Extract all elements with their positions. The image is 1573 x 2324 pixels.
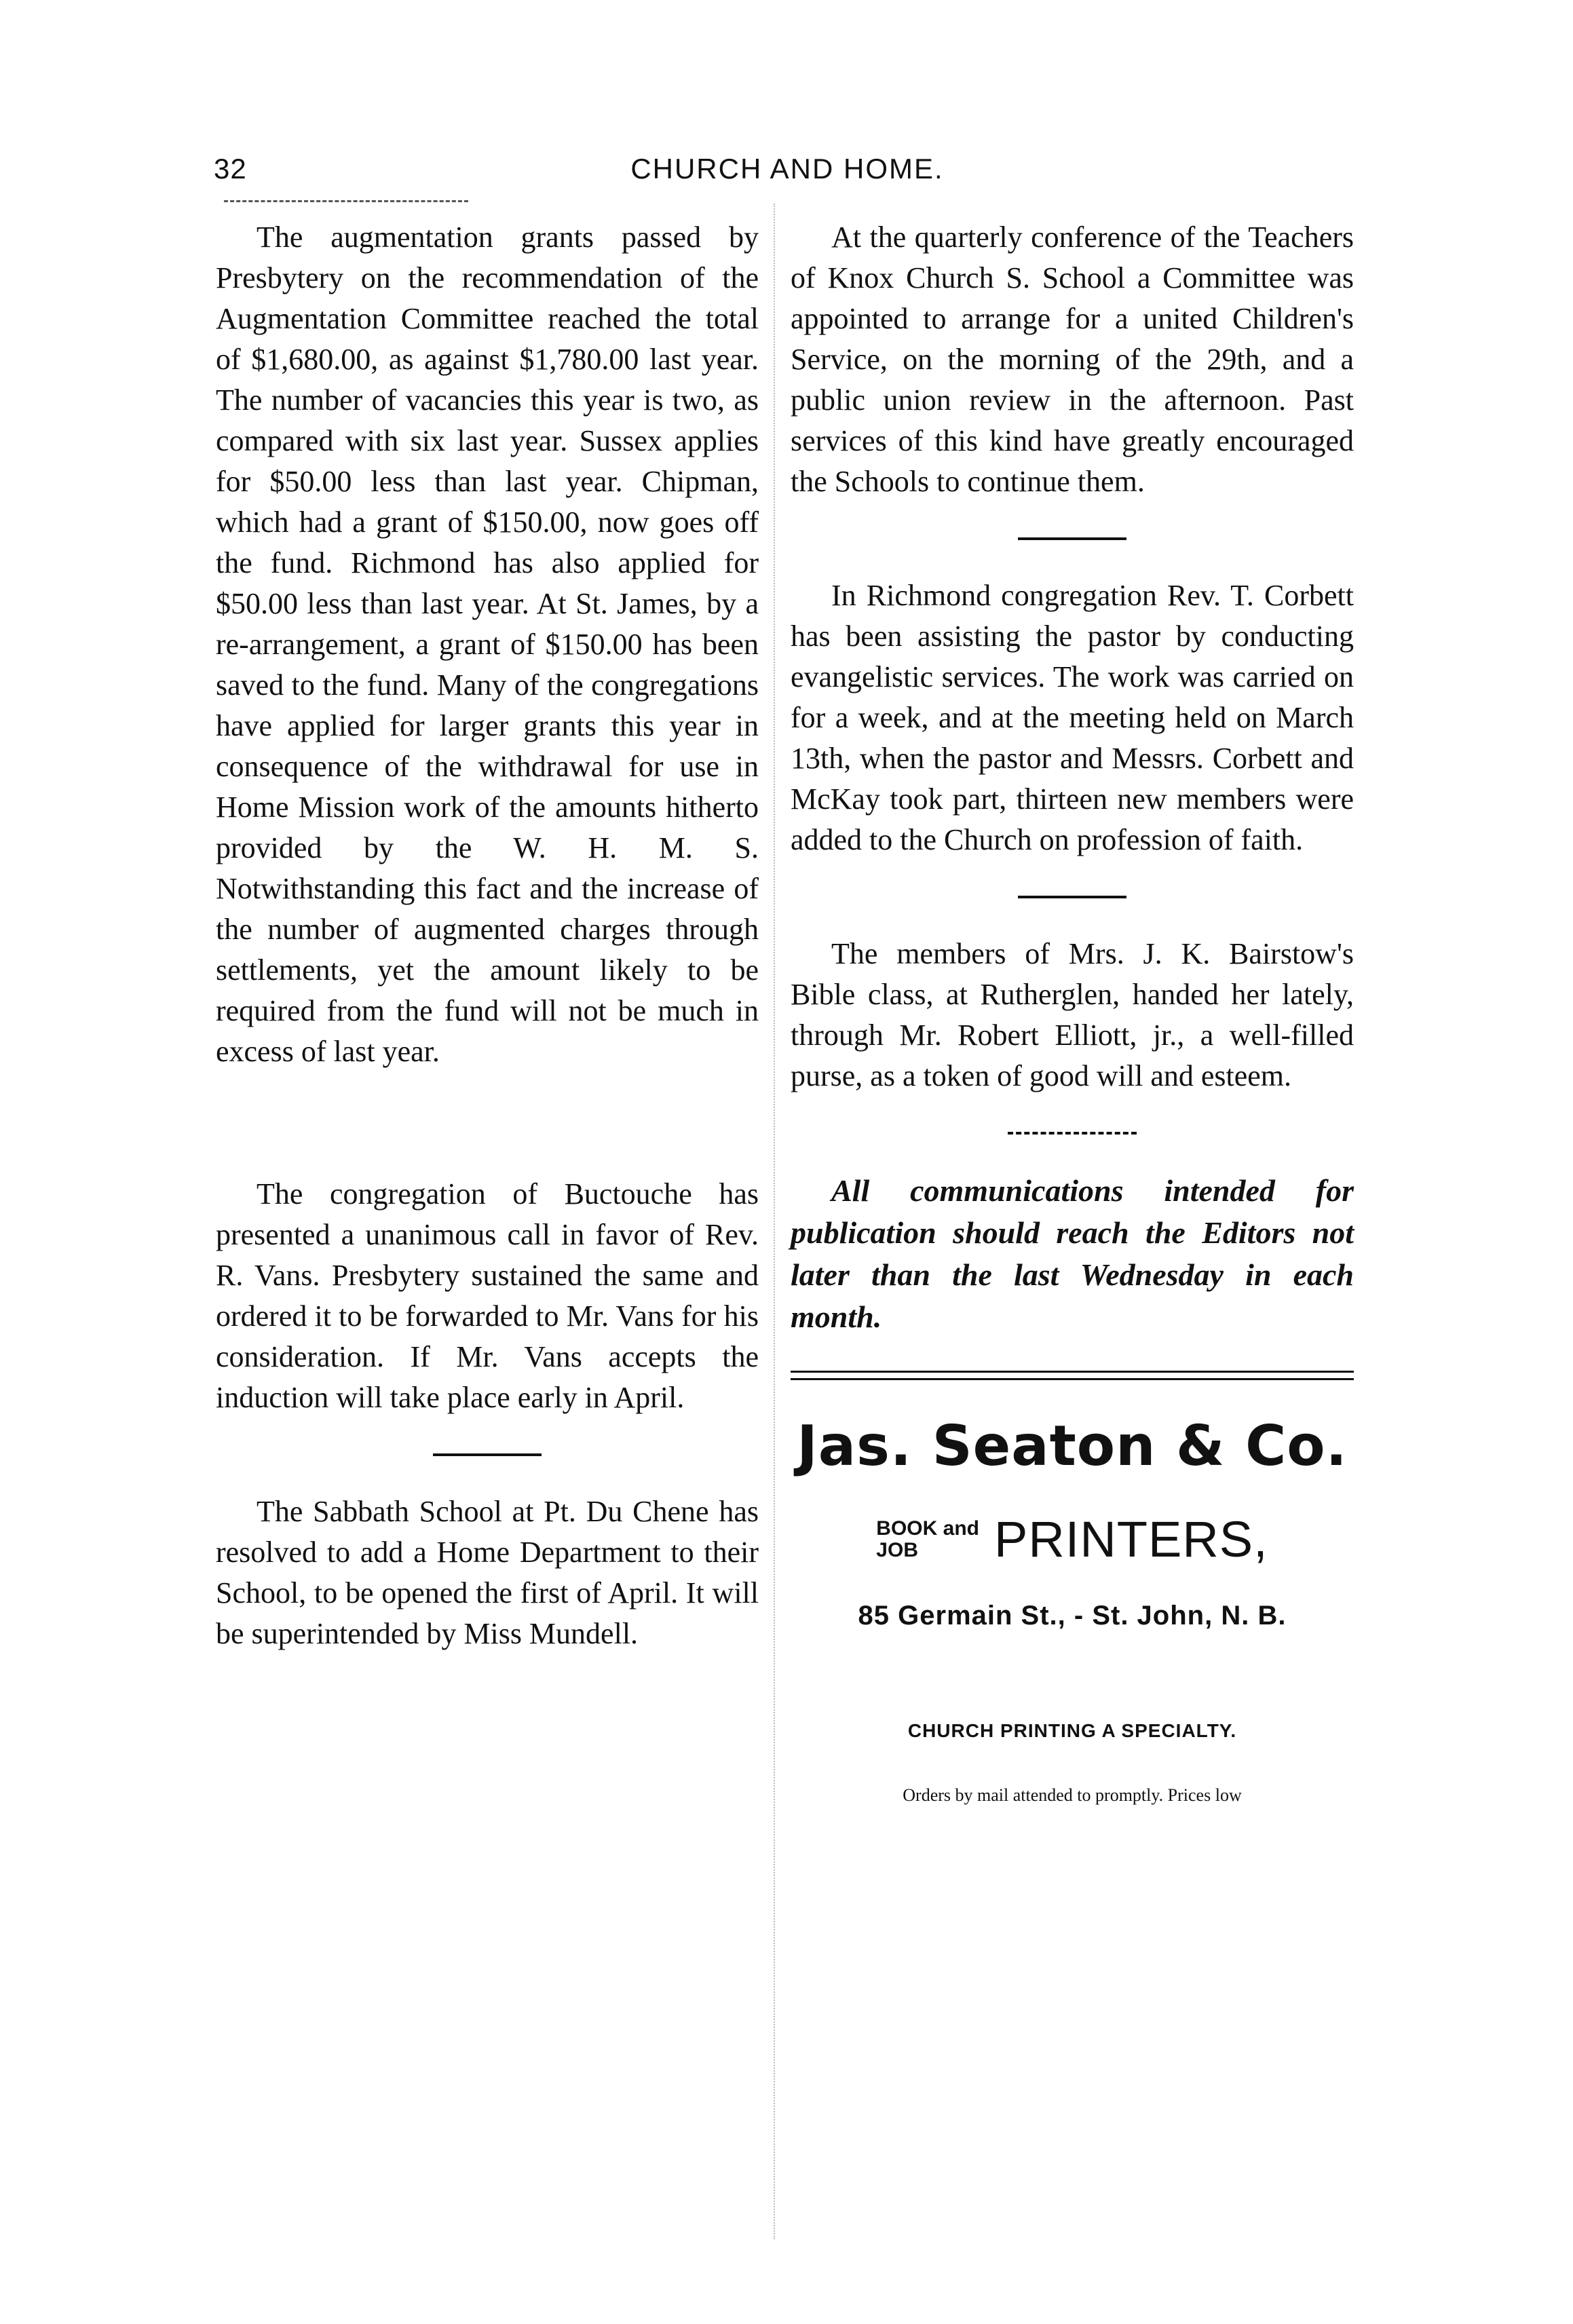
page-header (214, 153, 1361, 200)
advertiser-specialty: CHURCH PRINTING A SPECIALTY. (907, 1720, 1237, 1741)
separator-dashed (1008, 1132, 1137, 1135)
article-sabbath-school: The Sabbath School at Pt. Du Chene has resolved to add a Home Department to their School, to be opened the first of April. It will be superintended by Miss Mundell. (216, 1495, 759, 1650)
trade-line-job: JOB (876, 1539, 918, 1561)
page-number: 32 (214, 153, 247, 185)
separator-rule (433, 1453, 542, 1456)
left-column (216, 217, 759, 1654)
header-rule (224, 200, 468, 202)
column-divider (774, 204, 775, 2239)
article-bible-class: The members of Mrs. J. K. Bairstow's Bible class, at Rutherglen, handed her lately, through Mr. Robert Elliott, jr., a well-filled purse, as a token of good will and esteem. (791, 937, 1354, 1092)
article-teachers-conference: At the quarterly conference of the Teachers of Knox Church S. School a Committee was appointed to arrange for a united Children's Service, on the morning of the 29th, and a public union review in the afternoon. Past services of this kind have greatly encouraged the Schools to continue them. (791, 221, 1354, 498)
separator-rule (1018, 896, 1126, 898)
trade-small-caps (876, 1518, 979, 1561)
spacer (216, 1072, 759, 1174)
advertiser-address: 85 Germain St., - St. John, N. B. (858, 1601, 1287, 1631)
article-augmentation-grants: The augmentation grants passed by Presbytery on the recommendation of the Augmentation Committee reached the total of $1,680.00, as against $1,780.00 last year. The number of vacancies this year is two, as compared with six last year. Sussex applies for $50.00 less than last year. Chipman, which had a grant of $150.00, now goes off the fund. Richmond has also applied for $50.00 less than last year. At St. James, by a re-arrangement, a grant of $150.00 has been saved to the fund. Many of the congregations have applied for larger grants this year in consequence of the withdrawal for use in Home Mission work of the amounts hitherto provided by the W. H. M. S. Notwithstanding this fact and the increase of the number of augmented charges through settlements, yet the amount likely to be required from the fund will not be much in excess of last year. (216, 221, 759, 1068)
right-column (791, 217, 1354, 1816)
trade-line-book: BOOK and (876, 1517, 979, 1540)
trade-printers: PRINTERS, (993, 1511, 1268, 1567)
article-richmond-congregation: In Richmond congregation Rev. T. Corbett has been assisting the pastor by conducting evangelistic services. The work was carried on for a week, and at the meeting held on March 13th, when the pastor and Messrs. Corbett and McKay took part, thirteen new members were added to the Church on profession of faith. (791, 579, 1354, 856)
separator-double-rule (791, 1371, 1354, 1380)
running-title: CHURCH AND HOME. (630, 153, 944, 185)
editorial-notice: All communications intended for publication should reach the Editors not later than the last Wednesday in each month. (791, 1173, 1354, 1334)
advertiser-note: Orders by mail attended to promptly. Prices low (903, 1785, 1242, 1805)
separator-rule (1018, 537, 1126, 540)
trade-line (791, 1511, 1354, 1567)
advertisement (791, 1413, 1354, 1816)
article-buctouche-call: The congregation of Buctouche has presented a unanimous call in favor of Rev. R. Vans. Presbytery sustained the same and ordered it to be forwarded to Mr. Vans for his consideration. If Mr. Vans accepts the induction will take place early in April. (216, 1177, 759, 1414)
advertiser-name: Jas. Seaton & Co. (797, 1414, 1348, 1479)
